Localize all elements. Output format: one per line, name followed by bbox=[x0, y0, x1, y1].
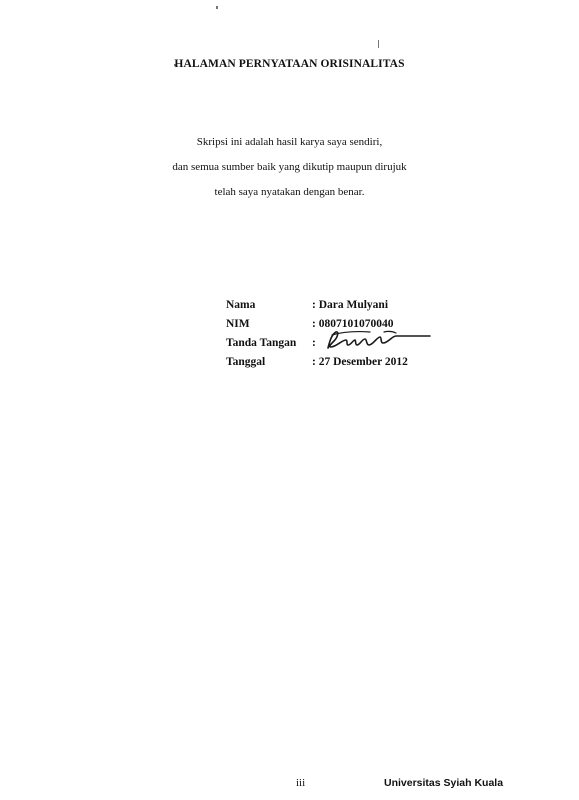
info-label: Tanggal bbox=[226, 356, 266, 368]
info-value: : bbox=[312, 337, 316, 349]
signature-image bbox=[322, 328, 432, 354]
statement-line: Skripsi ini adalah hasil karya saya sendiri, bbox=[196, 136, 383, 148]
info-value: : Dara Mulyani bbox=[312, 299, 389, 311]
page-title: HALAMAN PERNYATAAN ORISINALITAS bbox=[174, 58, 405, 70]
info-label: Nama bbox=[226, 299, 256, 311]
scan-speck bbox=[216, 6, 218, 9]
statement-line: dan semua sumber baik yang dikutip maupun dirujuk bbox=[172, 161, 407, 173]
info-value: : 0807101070040 bbox=[312, 318, 394, 330]
scan-speck bbox=[378, 40, 379, 48]
info-value: : 27 Desember 2012 bbox=[312, 356, 408, 368]
info-label: NIM bbox=[226, 318, 250, 330]
institution-name: Universitas Syiah Kuala bbox=[384, 777, 504, 789]
info-label: Tanda Tangan bbox=[226, 337, 297, 349]
statement-line: telah saya nyatakan dengan benar. bbox=[214, 186, 365, 198]
originality-statement bbox=[0, 130, 579, 205]
page-number: iii bbox=[296, 777, 306, 789]
